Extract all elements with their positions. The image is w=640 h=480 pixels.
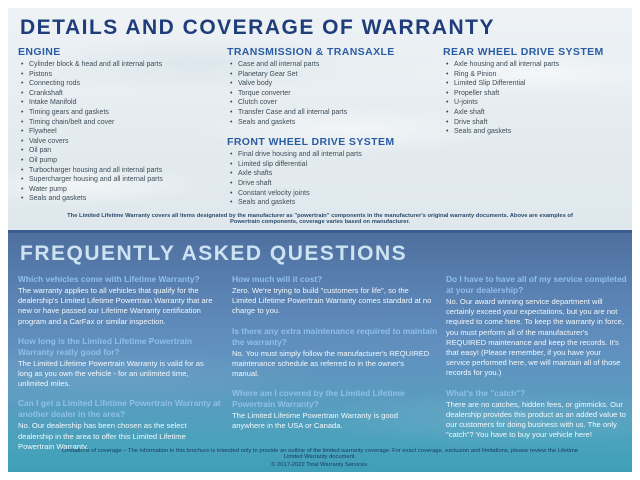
coverage-item: • Planetary Gear Set	[227, 70, 439, 80]
coverage-item: • Transfer Case and all internal parts	[227, 108, 439, 118]
coverage-item: • Constant velocity joints	[227, 189, 439, 199]
faq-answer: No. You must simply follow the manufacturer's REQUIRED maintenance schedule as referred to in the owner's manual.	[232, 348, 430, 379]
coverage-list	[227, 150, 439, 208]
faq-item	[18, 274, 226, 327]
page-title: DETAILS AND COVERAGE OF WARRANTY	[20, 16, 496, 39]
coverage-item: • Connecting rods	[18, 79, 223, 89]
coverage-note: The Limited Lifetime Warranty covers all items designated by the manufacturer as "powertrain" components in the manufacturer's original warranty documents. Above are examples of Powertrain components, coverage varies based on manufacturer.	[67, 213, 573, 225]
coverage-item: • Valve body	[227, 79, 439, 89]
coverage-column	[18, 46, 223, 213]
coverage-item: • Cylinder block & head and all internal parts	[18, 60, 223, 70]
coverage-item: • Oil pump	[18, 156, 223, 166]
coverage-item: • Limited slip differential	[227, 160, 439, 170]
faq-question: Can I get a Limited Lifetime Powertrain Warranty at another dealer in the area?	[18, 398, 221, 420]
coverage-item: • Flywheel	[18, 127, 223, 137]
coverage-item: • Limited Slip Differential	[443, 79, 626, 89]
faq-question: Which vehicles come with Lifetime Warranty?	[18, 274, 200, 284]
faq-question: Where am I covered by the Limited Lifetime Powertrain Warranty?	[232, 388, 405, 410]
coverage-item: • Seals and gaskets	[227, 198, 439, 208]
coverage-item: • Ring & Pinion	[443, 70, 626, 80]
coverage-section-heading: TRANSMISSION & TRANSAXLE	[227, 46, 395, 58]
faq-column	[232, 274, 440, 441]
coverage-item: • Water pump	[18, 185, 223, 195]
coverage-item: • Torque converter	[227, 89, 439, 99]
footer	[8, 448, 632, 468]
coverage-section-heading: ENGINE	[18, 46, 61, 58]
faq-item	[232, 274, 440, 317]
coverage-item: • Clutch cover	[227, 98, 439, 108]
faq-item	[232, 326, 440, 380]
faq-question: Do I have to have all of my service completed at your dealership?	[446, 274, 627, 295]
coverage-item: • Seals and gaskets	[18, 194, 223, 204]
faq-item	[446, 388, 632, 441]
coverage-column	[443, 46, 626, 146]
coverage-section-heading: FRONT WHEEL DRIVE SYSTEM	[227, 136, 395, 149]
coverage-item: • Axle shaft	[443, 108, 626, 118]
faq-answer: There are no catches, hidden fees, or gimmicks. Our dealership provides this product as an added value to our customers for doing business with us. The only "catch"? You have to buy your vehicle here!	[446, 399, 626, 440]
coverage-item: • Timing chain/belt and cover	[18, 118, 223, 128]
faq-question: How long is the Limited Lifetime Powertrain Warranty really good for?	[18, 335, 193, 357]
coverage-item: • Supercharger housing and all internal parts	[18, 175, 223, 185]
faq-column	[446, 274, 632, 449]
faq-item	[18, 398, 226, 452]
faq-item	[446, 274, 632, 379]
coverage-item: • Case and all internal parts	[227, 60, 439, 70]
coverage-item: • Pistons	[18, 70, 223, 80]
footer-copyright: © 2017-2022 Total Warranty Services.	[271, 462, 369, 468]
faq-columns	[18, 274, 627, 461]
faq-answer: Zero. We're trying to build "customers for life", so the Limited Lifetime Powertrain Warranty comes standard at no charge to you.	[232, 286, 432, 316]
coverage-list	[227, 60, 439, 127]
faq-answer: No. Our award winning service department will certainly exceed your expectations, but you are not required to come here. To keep the warranty in force, you must perform all of the manufacturer's REQUIRED maintenance and keep the records. It's that easy! (Please remember, if you have your service performed here, we will maintain all of those records for you.)	[446, 297, 624, 378]
coverage-item: • Axle shafts	[227, 169, 439, 179]
coverage-item: • Oil pan	[18, 146, 223, 156]
faq-question: What's the "catch"?	[446, 387, 526, 398]
coverage-item: • U-joints	[443, 98, 626, 108]
coverage-item: • Turbocharger housing and all internal parts	[18, 166, 223, 176]
faq-answer: The Limited Lifetime Powertrain Warranty is valid for as long as you own the vehicle - for an unlimited time, unlimited miles.	[18, 358, 204, 389]
coverage-section	[8, 8, 632, 230]
coverage-item: • Valve covers	[18, 137, 223, 147]
faq-item	[18, 336, 226, 390]
footer-disclaimer: Limitations of coverage – The information in this brochure is intended only to provide an outline of the limited warranty coverage. For exact coverage, exclusion and limitations, please review the Lifetime Limited Warranty document.	[61, 448, 579, 460]
coverage-item: • Crankshaft	[18, 89, 223, 99]
coverage-section-heading: REAR WHEEL DRIVE SYSTEM	[443, 46, 604, 58]
coverage-item: • Seals and gaskets	[443, 127, 626, 137]
faq-item	[232, 388, 440, 431]
coverage-column	[227, 46, 439, 217]
faq-section	[8, 230, 632, 472]
faq-column	[18, 274, 226, 461]
faq-answer: No. Our dealership has been chosen as the select dealership in the area to offer this Limited Lifetime Powertrain Warranty.	[18, 421, 187, 451]
faq-answer: The Limited Lifetime Powertrain Warranty is good anywhere in the USA or Canada.	[232, 411, 399, 431]
coverage-item: • Axle housing and all internal parts	[443, 60, 626, 70]
coverage-item: • Final drive housing and all internal parts	[227, 150, 439, 160]
faq-question: Is there any extra maintenance required to maintain the warranty?	[232, 325, 438, 347]
coverage-list	[443, 60, 626, 137]
page-inner	[8, 8, 632, 472]
coverage-list	[18, 60, 223, 204]
coverage-item: • Intake Manifold	[18, 98, 223, 108]
faq-title: FREQUENTLY ASKED QUESTIONS	[20, 242, 408, 265]
coverage-item: • Seals and gaskets	[227, 118, 439, 128]
coverage-columns	[18, 46, 622, 217]
faq-answer: The warranty applies to all vehicles that qualify for the dealership's Limited Lifetime Powertrain Warranty that are new or have passed our Lifetime Warranty certification program and a CarFax or similar inspection.	[18, 286, 213, 326]
coverage-item: • Drive shaft	[227, 179, 439, 189]
faq-question: How much will it cost?	[232, 274, 323, 284]
coverage-item: • Propeller shaft	[443, 89, 626, 99]
coverage-item: • Drive shaft	[443, 118, 626, 128]
coverage-item: • Timing gears and gaskets	[18, 108, 223, 118]
